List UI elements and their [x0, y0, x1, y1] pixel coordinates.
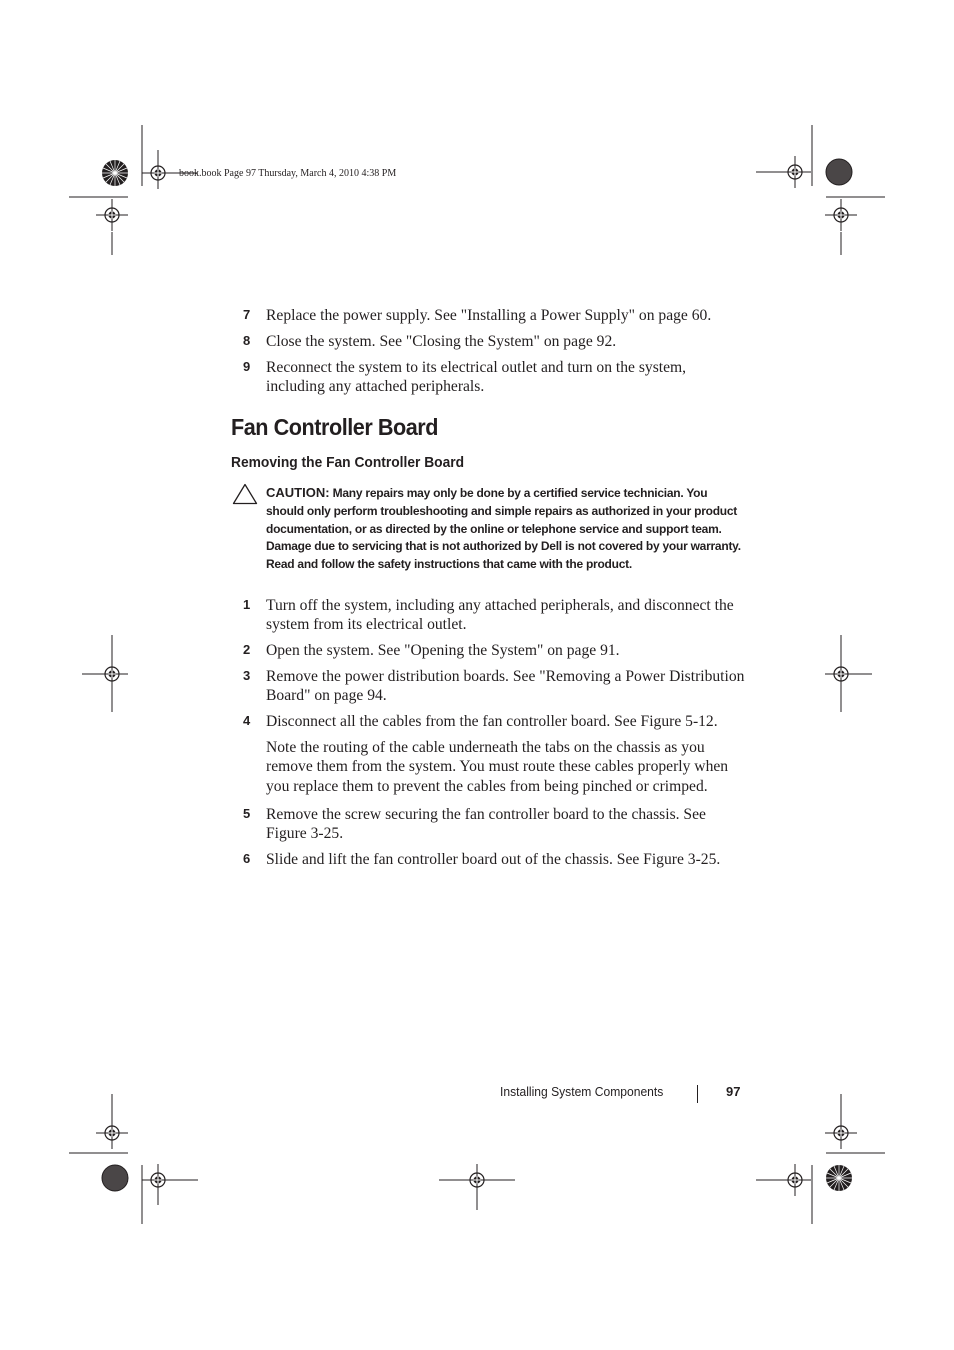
section-title: Fan Controller Board	[231, 414, 439, 440]
step-text: Turn off the system, including any attached peripherals, and disconnect the system from its electrical outlet.	[266, 597, 734, 634]
step-number: 5	[243, 806, 251, 821]
step-number: 2	[243, 642, 251, 657]
registration-mark	[96, 658, 128, 690]
caution-text: Many repairs may only be done by a certified service technician. You should only perform troubleshooting and simple repairs as authorized in your product documentation, or as directed by the online or telephone service and support team. Damage due to servicing that is not authorized by Dell is not covered by your warranty. Read and follow the safety instructions that came with the product.	[266, 486, 741, 572]
registration-mark	[779, 1164, 811, 1196]
grey-target-mark	[102, 1165, 128, 1191]
step-text: Replace the power supply. See "Installing a Power Supply" on page 60.	[266, 307, 712, 324]
star-target-mark	[826, 1165, 852, 1191]
footer-divider	[697, 1085, 698, 1103]
caution-triangle-icon	[232, 483, 258, 505]
registration-mark	[142, 1164, 174, 1196]
step-number: 7	[243, 307, 251, 322]
step-text: Reconnect the system to its electrical outlet and turn on the system, including any attached peripherals.	[266, 359, 687, 396]
registration-mark	[825, 1117, 857, 1149]
step-number: 6	[243, 851, 251, 866]
step-text: Close the system. See "Closing the System" on page 92.	[266, 333, 617, 350]
registration-mark	[825, 658, 857, 690]
registration-mark	[461, 1164, 493, 1196]
caution-notice	[266, 484, 746, 574]
step-number: 9	[243, 359, 251, 374]
step-number: 4	[243, 713, 251, 728]
step-text: Remove the screw securing the fan controller board to the chassis. See Figure 3-25.	[266, 806, 706, 843]
caution-label: CAUTION:	[266, 485, 330, 500]
grey-target-mark	[826, 159, 852, 185]
registration-mark	[96, 199, 128, 231]
footer-section-title: Installing System Components	[500, 1084, 664, 1099]
step-text: Disconnect all the cables from the fan controller board. See Figure 5-12.	[266, 713, 718, 730]
step-number: 8	[243, 333, 251, 348]
registration-mark	[142, 157, 174, 189]
step-number: 3	[243, 668, 251, 683]
star-target-mark	[102, 160, 128, 186]
registration-mark	[825, 199, 857, 231]
print-slug: book.book Page 97 Thursday, March 4, 2010 4:38 PM	[179, 168, 397, 179]
registration-mark	[779, 156, 811, 188]
page-number: 97	[726, 1084, 741, 1099]
note-paragraph: Note the routing of the cable underneath the tabs on the chassis as you remove them from the system. You must route these cables properly when you replace them to prevent the cables from being pinched or crimped.	[266, 739, 729, 795]
step-text: Open the system. See "Opening the System" on page 91.	[266, 642, 620, 659]
registration-mark	[96, 1117, 128, 1149]
subsection-title: Removing the Fan Controller Board	[231, 454, 465, 471]
step-text: Remove the power distribution boards. See "Removing a Power Distribution Board" on page 94.	[266, 668, 745, 705]
step-text: Slide and lift the fan controller board out of the chassis. See Figure 3-25.	[266, 851, 721, 868]
step-number: 1	[243, 597, 251, 612]
